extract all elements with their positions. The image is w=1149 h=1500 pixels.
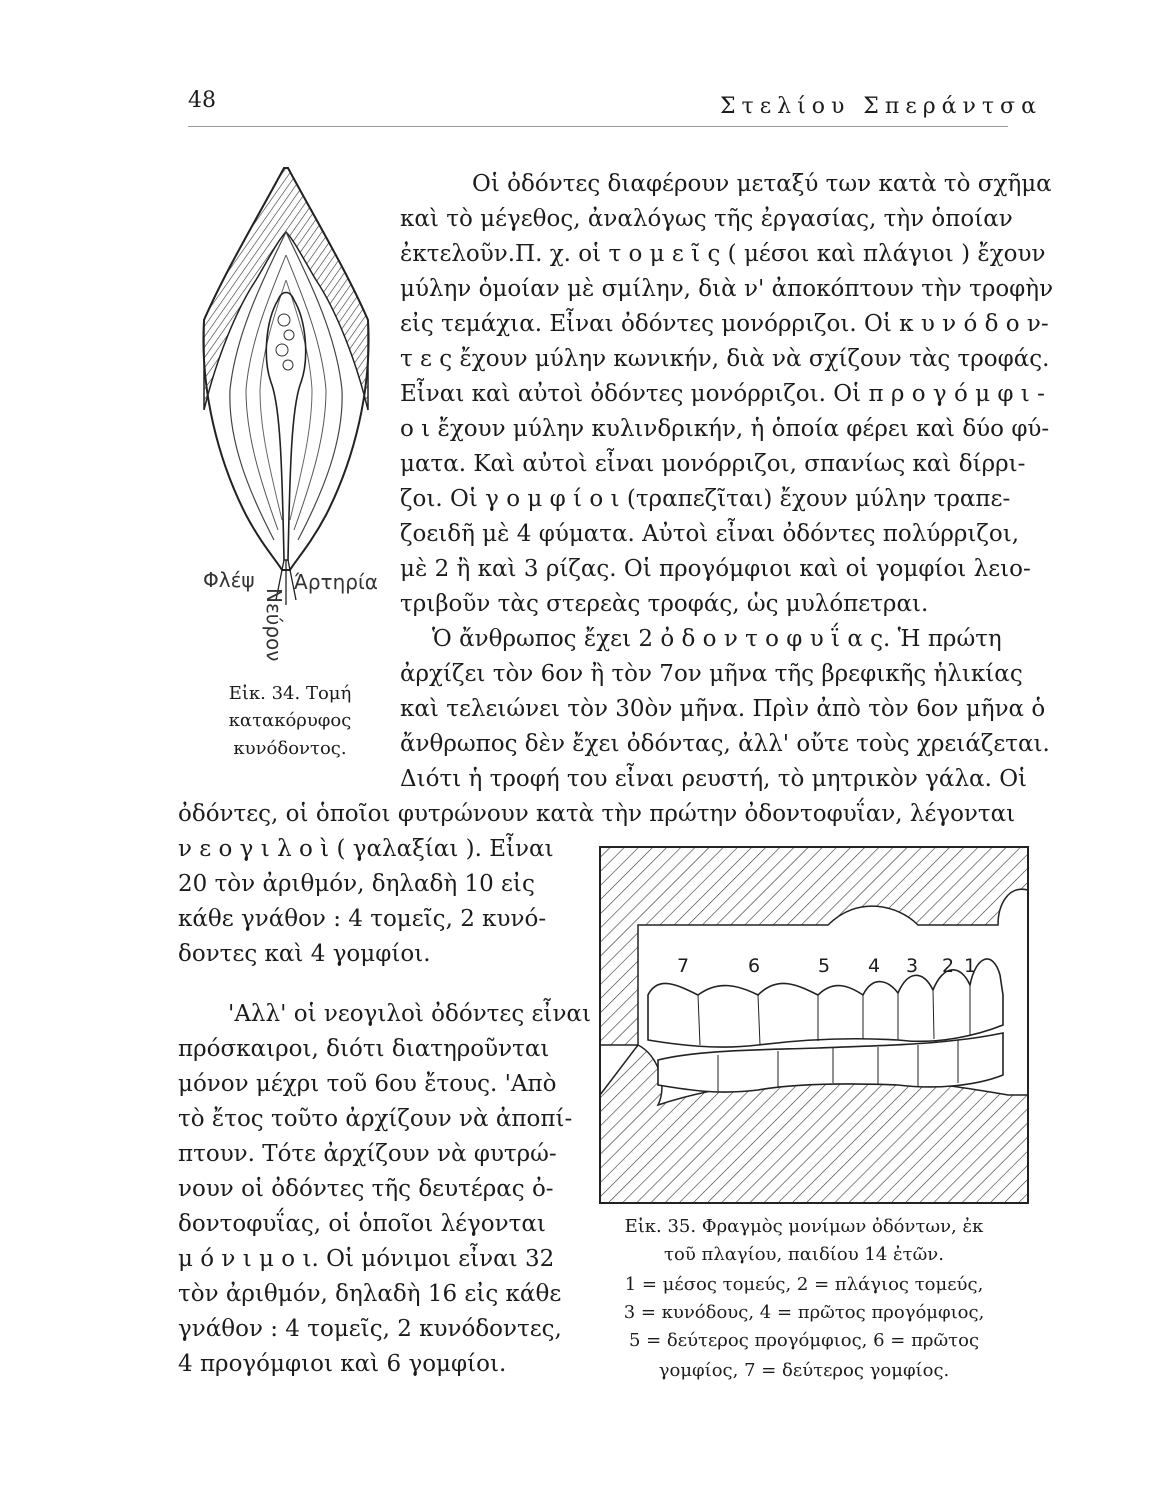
figure-35-dental-arch [598,845,1030,1205]
body-line: ματα. Καὶ αὐτοὶ εἶναι μονόρριζοι, σπανίως καὶ δίρρι- [400,451,1026,477]
body-line: 4 προγόμφιοι καὶ 6 γομφίοι. [178,1351,507,1377]
body-line: Ὁ ἄνθρωπος ἔχει 2 ὀ δ ο ν τ ο φ υ ΐ α ς. Ἡ πρώτη [432,626,1002,652]
body-line: καὶ τελειώνει τὸν 30ὸν μῆνα. Πρὶν ἀπὸ τὸν 6ον μῆνα ὁ [400,696,1046,722]
body-line: ο ι ἔχουν μύλην κυλινδρικήν, ἡ ὁποία φέρει καὶ δύο φύ- [400,416,1050,442]
body-line: ν ε ο γ ι λ ο ὶ ( γαλαξίαι ). Εἶναι [178,836,554,862]
body-line: Διότι ἡ τροφή του εἶναι ρευστή, τὸ μητρικὸν γάλα. Οἱ [400,766,1028,792]
body-line: εἰς τεμάχια. Εἶναι ὀδόντες μονόρριζοι. Οἱ κ υ ν ό δ ο ν- [400,311,1049,337]
body-line: ἄνθρωπος δὲν ἔχει ὀδόντας, ἀλλ' οὔτε τοὺς χρειάζεται. [400,731,1050,757]
body-line: ὀδόντες, οἱ ὁποῖοι φυτρώνουν κατὰ τὴν πρώτην ὀδοντοφυΐαν, λέγονται [178,801,1016,827]
body-line: τὸν ἀριθμόν, δηλαδὴ 16 εἰς κάθε [178,1281,562,1307]
body-line: καὶ τὸ μέγεθος, ἀναλόγως τῆς ἐργασίας, τὴν ὁποίαν [400,206,1013,232]
body-line: Εἶναι καὶ αὐτοὶ ὀδόντες μονόρριζοι. Οἱ π ρ ο γ ό μ φ ι - [400,381,1045,407]
figure-35-caption-line: 3 = κυνόδους, 4 = πρῶτος προγόμφιος, [623,1302,985,1323]
figure-35-caption-line: 5 = δεύτερος προγόμφιος, 6 = πρῶτος [628,1330,980,1351]
body-line: πρόσκαιροι, διότι διατηροῦνται [178,1036,550,1062]
body-line: 'Αλλ' οἱ νεογιλοὶ ὀδόντες εἶναι [228,1001,591,1027]
tooth-number-label: 4 [868,955,881,977]
tooth-number-label: 1 [964,955,977,977]
figure-34-caption-line: κατακόρυφος [228,710,352,731]
artery-label: Άρτηρία [294,570,378,594]
figure-34-tooth-section [196,160,386,610]
body-line: νουν οἱ ὀδόντες τῆς δευτέρας ὀ- [178,1176,554,1202]
tooth-number-label: 6 [748,955,761,977]
page-number: 48 [188,88,216,113]
body-line: δοντες καὶ 4 γομφίοι. [178,941,431,967]
body-line: πτουν. Τότε ἀρχίζουν νὰ φυτρώ- [178,1141,557,1167]
body-line: γνάθον : 4 τομεῖς, 2 κυνόδοντες, [178,1316,562,1342]
tooth-number-label: 2 [942,955,955,977]
vein-label: Φλέψ [203,568,255,592]
body-line: δοντοφυΐας, οἱ ὁποῖοι λέγονται [178,1211,546,1237]
figure-34-caption-line: κυνόδοντος. [233,738,347,759]
figure-34-caption-line: Εἰκ. 34. Τομή [228,683,352,704]
body-line: τὸ ἔτος τοῦτο ἀρχίζουν νὰ ἀποπί- [178,1106,573,1132]
figure-35-caption-line: Εἰκ. 35. Φραγμὸς μονίμων ὀδόντων, ἐκ [624,1216,984,1237]
body-line: μόνον μέχρι τοῦ 6ου ἔτους. 'Απὸ [178,1071,557,1097]
body-line: 20 τὸν ἀριθμόν, δηλαδὴ 10 εἰς [178,871,535,897]
figure-35-caption-line: 1 = μέσος τομεύς, 2 = πλάγιος τομεύς, [624,1274,984,1295]
body-line: μύλην ὁμοίαν μὲ σμίλην, διὰ ν' ἀποκόπτουν τὴν τροφὴν [400,276,1054,302]
tooth-number-label: 3 [906,955,919,977]
body-line: κάθε γνάθον : 4 τομεῖς, 2 κυνό- [178,906,547,932]
body-line: μὲ 2 ἢ καὶ 3 ρίζας. Οἱ προγόμφιοι καὶ οἱ γομφίοι λειο- [400,556,1031,582]
body-line: ἐκτελοῦν.Π. χ. οἱ τ ο μ ε ῖ ς ( μέσοι καὶ πλάγιοι ) ἔχουν [400,241,1046,267]
body-line: τ ε ς ἔχουν μύλην κωνικήν, διὰ νὰ σχίζουν τὰς τροφάς. [400,346,1050,372]
tooth-number-label: 7 [677,955,690,977]
header-rule [188,126,1008,127]
body-line: Οἱ ὀδόντες διαφέρουν μεταξύ των κατὰ τὸ σχῆμα [472,171,1052,197]
tooth-number-label: 5 [818,955,831,977]
body-line: μ ό ν ι μ ο ι. Οἱ μόνιμοι εἶναι 32 [178,1246,555,1272]
body-line: ζοειδῆ μὲ 4 φύματα. Αὐτοὶ εἶναι ὀδόντες πολύρριζοι, [400,521,1020,547]
figure-35-caption-line: γομφίος, 7 = δεύτερος γομφίος. [658,1360,950,1381]
body-line: ἀρχίζει τὸν 6ον ἢ τὸν 7ον μῆνα τῆς βρεφικῆς ἡλικίας [400,661,1023,687]
figure-35-caption-line: τοῦ πλαγίου, παιδίου 14 ἐτῶν. [664,1244,944,1265]
nerve-label: Νεύρον [262,588,286,662]
running-title: Στελίου Σπεράντσα [720,94,1042,119]
body-line: τριβοῦν τὰς στερεὰς τροφάς, ὡς μυλόπετραι. [400,591,929,617]
body-line: ζοι. Οἱ γ ο μ φ ί ο ι (τραπεζῖται) ἔχουν μύλην τραπε- [400,486,1011,512]
